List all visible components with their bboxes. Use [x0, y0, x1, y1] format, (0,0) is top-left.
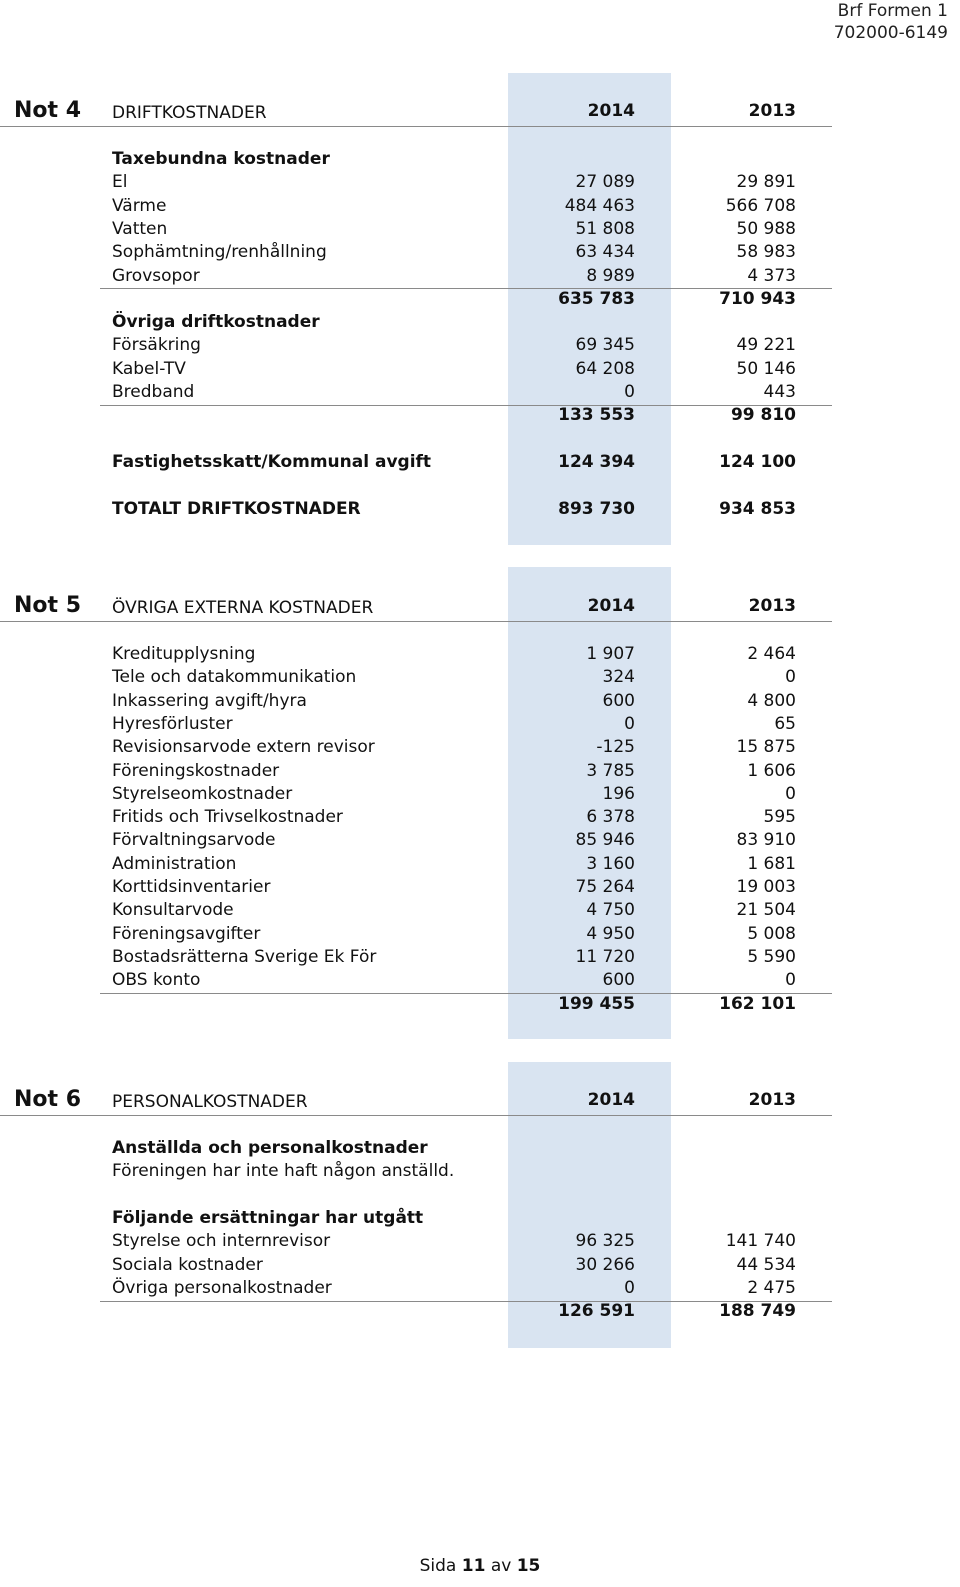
table-row [112, 1207, 832, 1230]
value-2014: 4 950 [586, 923, 635, 944]
value-2014: 69 345 [575, 335, 635, 356]
note-header [0, 583, 832, 623]
table-row [112, 171, 832, 194]
table-row [112, 666, 832, 689]
row-label: Fritids och Trivselkostnader [112, 807, 343, 828]
value-2014: 196 [602, 783, 635, 804]
row-label: Anställda och personalkostnader [112, 1138, 428, 1158]
table-row [112, 736, 832, 759]
value-2013: 99 810 [730, 405, 796, 426]
row-label: Styrelse och internrevisor [112, 1231, 331, 1252]
row-label: Föreningskostnader [112, 760, 280, 781]
value-2013: 5 008 [747, 923, 796, 944]
table-row [112, 288, 832, 311]
table-row [112, 265, 832, 288]
table-row [112, 218, 832, 241]
value-2013: 141 740 [725, 1231, 796, 1252]
table-row [112, 969, 832, 992]
table-row [112, 334, 832, 357]
table-row [112, 1300, 832, 1323]
row-label: El [112, 172, 128, 193]
row-label: Kabel-TV [112, 358, 186, 379]
table-row [112, 806, 832, 829]
table-row [112, 946, 832, 969]
value-2013: 188 749 [719, 1301, 796, 1322]
value-2014: -125 [596, 737, 635, 758]
row-label: OBS konto [112, 970, 201, 991]
table-row [112, 1137, 832, 1160]
row-label: Övriga driftkostnader [112, 312, 320, 333]
row-label: Övriga personalkostnader [112, 1277, 332, 1298]
value-2013: 21 504 [736, 900, 796, 921]
footer-total: 15 [516, 1556, 541, 1576]
table-row [112, 381, 832, 404]
footer-prefix: Sida [419, 1556, 457, 1576]
value-2013: 29 891 [736, 172, 796, 193]
value-2014: 0 [624, 713, 635, 734]
row-label: Tele och datakommunikation [112, 667, 357, 688]
org-name: Brf Formen 1 [837, 1, 948, 21]
row-label: Inkassering avgift/hyra [112, 690, 307, 711]
value-2013: 443 [763, 382, 796, 402]
table-row [112, 404, 832, 427]
row-label: Vatten [112, 218, 168, 239]
value-2014: 133 553 [558, 405, 635, 426]
note-number: Not 6 [14, 1087, 82, 1112]
row-label: Fastighetsskatt/Kommunal avgift [112, 451, 432, 472]
table-row [112, 358, 832, 381]
value-2013: 4 800 [747, 690, 796, 711]
value-2013: 5 590 [747, 946, 796, 967]
value-2014: 126 591 [558, 1301, 635, 1322]
value-2014: 85 946 [575, 830, 635, 851]
value-2014: 199 455 [558, 993, 635, 1014]
value-2013: 162 101 [719, 993, 796, 1014]
value-2013: 50 146 [736, 358, 796, 379]
year-previous: 2013 [748, 596, 796, 616]
row-label: Förvaltningsarvode [112, 830, 276, 851]
header-rule [0, 1115, 832, 1116]
year-previous: 2013 [748, 101, 796, 121]
value-2014: 3 785 [586, 760, 635, 781]
row-label: Följande ersättningar har utgått [112, 1207, 424, 1228]
value-2014: 3 160 [586, 853, 635, 874]
year-current: 2014 [587, 1090, 635, 1110]
value-2013: 1 681 [747, 853, 796, 874]
table-row [112, 428, 832, 451]
value-2013: 65 [774, 713, 796, 734]
page-footer [0, 1556, 960, 1576]
row-label: Konsultarvode [112, 900, 234, 921]
year-current: 2014 [587, 101, 635, 121]
table-row [112, 195, 832, 218]
note-header [0, 1077, 832, 1117]
table-row [112, 876, 832, 899]
value-2013: 58 983 [736, 242, 796, 263]
value-2013: 15 875 [736, 737, 796, 758]
row-label: Styrelseomkostnader [112, 783, 293, 804]
value-2014: 124 394 [558, 451, 635, 472]
value-2014: 0 [624, 382, 635, 402]
value-2014: 600 [602, 690, 635, 711]
value-2014: 30 266 [575, 1254, 635, 1275]
footer-sep: av [490, 1556, 512, 1576]
row-label: Sophämtning/renhållning [112, 242, 327, 263]
table-row [112, 148, 832, 171]
table-row [112, 1277, 832, 1300]
value-2013: 83 910 [736, 830, 796, 851]
value-2013: 934 853 [719, 498, 796, 519]
value-2013: 2 464 [747, 644, 796, 664]
row-label: Bostadsrätterna Sverige Ek För [112, 946, 377, 967]
row-label: Föreningsavgifter [112, 923, 261, 944]
value-2014: 11 720 [575, 946, 635, 967]
row-label: Värme [112, 195, 167, 216]
row-label: Föreningen har inte haft någon anställd. [112, 1161, 455, 1182]
value-2014: 893 730 [558, 498, 635, 519]
value-2013: 19 003 [736, 877, 796, 897]
value-2013: 0 [785, 667, 796, 688]
value-2013: 124 100 [719, 451, 796, 472]
value-2013: 1 606 [747, 760, 796, 781]
year-previous: 2013 [748, 1090, 796, 1110]
value-2014: 96 325 [575, 1231, 635, 1252]
row-label: Bredband [112, 382, 195, 402]
value-2014: 1 907 [586, 644, 635, 664]
table-row [112, 829, 832, 852]
value-2013: 50 988 [736, 218, 796, 239]
value-2014: 64 208 [575, 358, 635, 379]
note-header [0, 88, 832, 128]
table-row [112, 690, 832, 713]
value-2014: 600 [602, 970, 635, 991]
note-title: PERSONALKOSTNADER [112, 1092, 308, 1112]
value-2014: 0 [624, 1277, 635, 1298]
row-label: Korttidsinventarier [112, 877, 271, 897]
value-2014: 635 783 [558, 288, 635, 309]
value-2013: 566 708 [725, 195, 796, 216]
table-row [112, 713, 832, 736]
value-2014: 27 089 [575, 172, 635, 193]
note-title: ÖVRIGA EXTERNA KOSTNADER [112, 598, 374, 618]
header-rule [0, 126, 832, 127]
row-label: TOTALT DRIFTKOSTNADER [112, 498, 361, 519]
table-row [112, 474, 832, 497]
row-label: Taxebundna kostnader [112, 149, 330, 169]
value-2014: 484 463 [564, 195, 635, 216]
year-current: 2014 [587, 596, 635, 616]
table-row [112, 853, 832, 876]
table-row [112, 760, 832, 783]
value-2014: 51 808 [575, 218, 635, 239]
table-row [112, 783, 832, 806]
value-2014: 63 434 [575, 242, 635, 263]
table-row [112, 241, 832, 264]
table-row [112, 1184, 832, 1207]
table-row [112, 1254, 832, 1277]
value-2014: 4 750 [586, 900, 635, 921]
table-row [112, 1230, 832, 1253]
table-row [112, 498, 832, 521]
value-2013: 44 534 [736, 1254, 796, 1275]
value-2013: 0 [785, 783, 796, 804]
value-2013: 49 221 [736, 335, 796, 356]
value-2013: 2 475 [747, 1277, 796, 1298]
table-row [112, 451, 832, 474]
value-2013: 710 943 [719, 288, 796, 309]
row-label: Grovsopor [112, 265, 200, 286]
org-number: 702000-6149 [833, 23, 948, 43]
value-2013: 595 [763, 807, 796, 828]
value-2013: 4 373 [747, 265, 796, 286]
row-label: Försäkring [112, 335, 201, 356]
note-number: Not 4 [14, 98, 82, 123]
row-label: Administration [112, 853, 237, 874]
value-2014: 324 [602, 667, 635, 688]
row-label: Hyresförluster [112, 713, 233, 734]
value-2013: 0 [785, 970, 796, 991]
table-row [112, 993, 832, 1016]
footer-page: 11 [461, 1556, 486, 1576]
table-row [112, 923, 832, 946]
note-title: DRIFTKOSTNADER [112, 103, 267, 123]
note-number: Not 5 [14, 593, 82, 618]
header-rule [0, 621, 832, 622]
value-2014: 6 378 [586, 807, 635, 828]
row-label: Kreditupplysning [112, 644, 256, 664]
row-label: Revisionsarvode extern revisor [112, 737, 375, 758]
table-row [112, 1160, 832, 1183]
table-row [112, 311, 832, 334]
row-label: Sociala kostnader [112, 1254, 263, 1275]
value-2014: 8 989 [586, 265, 635, 286]
value-2014: 75 264 [575, 877, 635, 897]
table-row [112, 643, 832, 666]
table-row [112, 899, 832, 922]
